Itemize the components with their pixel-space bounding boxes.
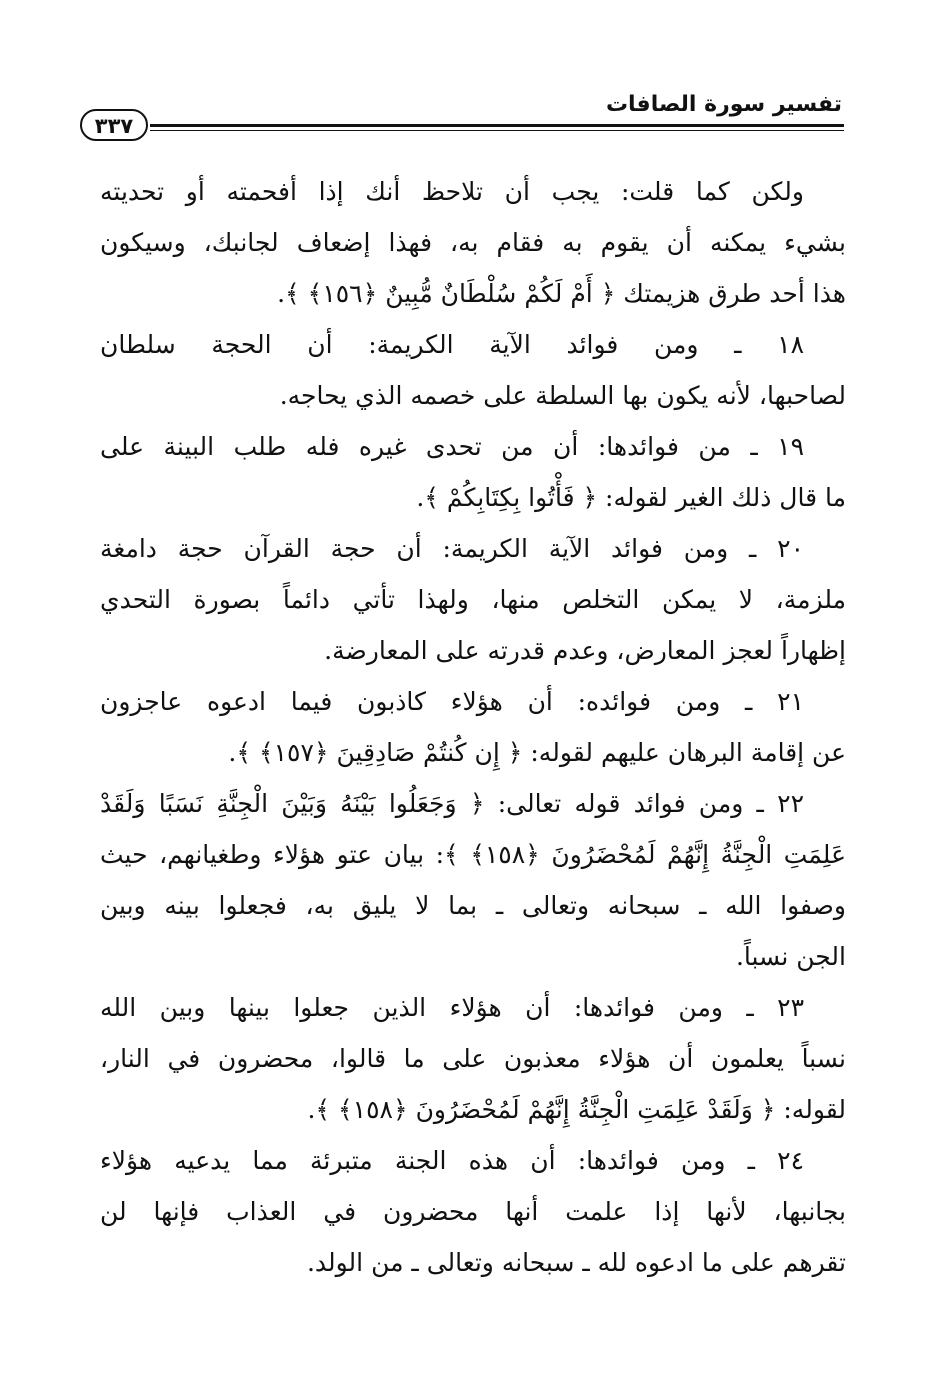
text-line: وصفوا الله ـ سبحانه وتعالى ـ بما لا يليق به، فجعلوا بينه وبين [100,891,846,920]
text-line: ولكن كما قلت: يجب أن تلاحظ أنك إذا أفحمته أو تحديته [100,177,804,206]
text-line: إظهاراً لعجز المعارض، وعدم قدرته على المعارضة. [324,636,846,665]
header-rule [150,124,844,127]
text-line: الجن نسباً. [735,942,846,971]
text-line: ٢٢ ـ ومن فوائد قوله تعالى: ﴿ وَجَعَلُوا بَيْنَهُ وَبَيْنَ الْجِنَّةِ نَسَبًا وَلَقَدْ [100,789,804,818]
text-line: عن إقامة البرهان عليهم لقوله: ﴿ إِن كُنتُمْ صَادِقِينَ ﴿١٥٧﴾ ﴾. [228,738,846,767]
text-line: بشيء يمكنه أن يقوم به فقام به، فهذا إضعاف لجانبك، وسيكون [100,228,846,257]
text-line: هذا أحد طرق هزيمتك ﴿ أَمْ لَكُمْ سُلْطَانٌ مُّبِينٌ ﴿١٥٦﴾ ﴾. [277,279,846,308]
text-line: ٢١ ـ ومن فوائده: أن هؤلاء كاذبون فيما ادعوه عاجزون [100,687,804,716]
text-line: ١٩ ـ من فوائدها: أن من تحدى غيره فله طلب البينة على [100,432,804,461]
text-line: ١٨ ـ ومن فوائد الآية الكريمة: أن الحجة سلطان [100,330,804,359]
text-line: نسباً يعلمون أن هؤلاء معذبون على ما قالوا، محضرون في النار، [100,1044,846,1073]
running-header-title: تفسير سورة الصافات [605,92,842,117]
text-line: ٢٤ ـ ومن فوائدها: أن هذه الجنة متبرئة مما يدعيه هؤلاء [100,1146,804,1175]
text-line: بجانبها، لأنها إذا علمت أنها محضرون في العذاب فإنها لن [100,1197,846,1226]
text-line: عَلِمَتِ الْجِنَّةُ إِنَّهُمْ لَمُحْضَرُونَ ﴿١٥٨﴾ ﴾: بيان عتو هؤلاء وطغيانهم، حيث [100,840,846,869]
text-line: لقوله: ﴿ وَلَقَدْ عَلِمَتِ الْجِنَّةُ إِنَّهُمْ لَمُحْضَرُونَ ﴿١٥٨﴾ ﴾. [307,1095,846,1124]
text-line: ما قال ذلك الغير لقوله: ﴿ فَأْتُوا بِكِتَابِكُمْ ﴾. [416,483,846,512]
text-line: لصاحبها، لأنه يكون بها السلطة على خصمه الذي يحاجه. [279,381,846,410]
text-line: ٢٣ ـ ومن فوائدها: أن هؤلاء الذين جعلوا بينها وبين الله [100,993,804,1022]
page-number-badge: ٣٣٧ [80,109,148,141]
text-line: ٢٠ ـ ومن فوائد الآية الكريمة: أن حجة القرآن حجة دامغة [100,534,804,563]
main-text [100,166,846,1288]
text-line: تقرهم على ما ادعوه لله ـ سبحانه وتعالى ـ من الولد. [306,1248,846,1277]
text-line: ملزمة، لا يمكن التخلص منها، ولهذا تأتي دائماً بصورة التحدي [100,585,846,614]
